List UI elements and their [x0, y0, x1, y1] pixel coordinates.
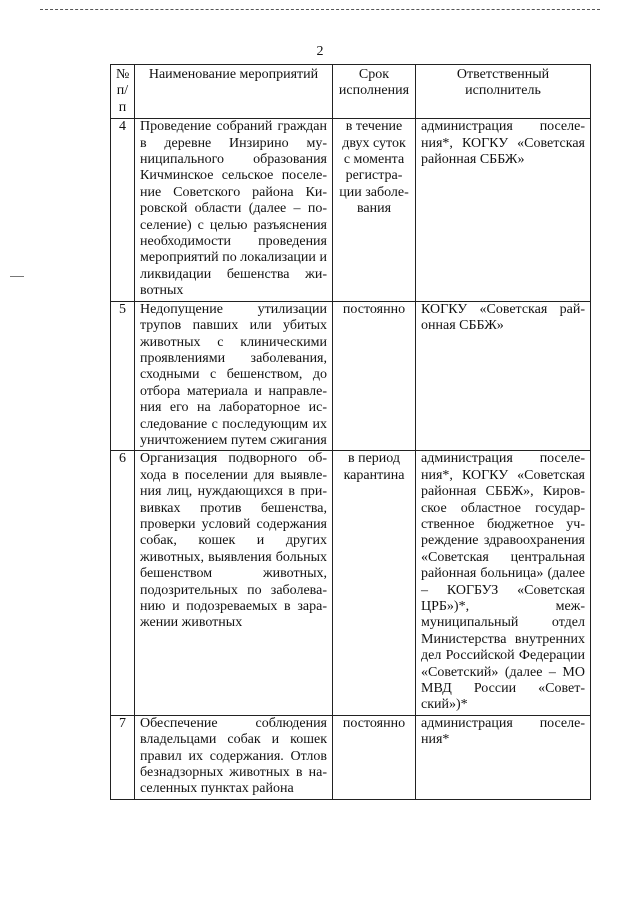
- row-number: 7: [111, 715, 135, 799]
- row-activity: Обеспечение соблюдения владельцами собак и кошек правил их содержания. Отлов безнадзорных животных в населенных пунктах района: [135, 715, 333, 799]
- row-term: постоянно: [333, 715, 416, 799]
- scan-top-border: [40, 9, 600, 10]
- header-term: Срок исполнения: [333, 65, 416, 119]
- row-number: 5: [111, 301, 135, 451]
- header-num-line2: п/п: [116, 83, 129, 115]
- row-activity: Проведение собраний граждан в деревне Инзирино муниципального образования Кичминское сельское поселение Советского района Кировской области (далее – поселение) с целью разъяснения необходимости проведения мероприятий по локализации и ликвидации бешенства животных: [135, 119, 333, 301]
- row-term: в период карантина: [333, 451, 416, 716]
- row-number: 6: [111, 451, 135, 716]
- header-num-line1: №: [116, 67, 130, 82]
- page-number: 2: [316, 44, 324, 59]
- row-responsible: администрация поселения*, КОГКУ «Советская районная СББЖ»: [416, 119, 591, 301]
- measures-table: [110, 64, 591, 800]
- header-num: [111, 65, 135, 119]
- row-activity: Организация подворного обхода в поселении для выявления лиц, нуждающихся в прививках против бешенства, проверки условий содержания собак, кошек и других животных, выявления больных бешенством животных, подозрительных по заболеванию и подозреваемых в заражении животных: [135, 451, 333, 716]
- table-header-row: [111, 65, 591, 119]
- row-term: в течение двух суток с момента регистрации заболевания: [333, 119, 416, 301]
- row-responsible: администрация поселения*, КОГКУ «Советская районная СББЖ», Кировское областное государственное бюджетное учреждение здравоохранения «Советская центральная районная больница» (далее – КОГБУЗ «Советская ЦРБ»)*, межмуниципальный отдел Министерства внутренних дел Российской Федерации «Советский» (далее – МО МВД России «Советский»)*: [416, 451, 591, 716]
- table-row: [111, 715, 591, 799]
- row-number: 4: [111, 119, 135, 301]
- header-responsible: Ответственный исполнитель: [416, 65, 591, 119]
- table-row: [111, 301, 591, 451]
- row-responsible: КОГКУ «Советская районная СББЖ»: [416, 301, 591, 451]
- scan-margin-mark: [10, 276, 24, 277]
- table-row: [111, 451, 591, 716]
- row-activity: Недопущение утилизации трупов павших или убитых животных с клиническими проявлениями заболевания, сходными с бешенством, до отбора материала и направления его на лабораторное исследование с последующим их уничтожением путем сжигания: [135, 301, 333, 451]
- header-activity: Наименование мероприятий: [135, 65, 333, 119]
- table-row: [111, 119, 591, 301]
- row-term: постоянно: [333, 301, 416, 451]
- row-responsible: администрация поселения*: [416, 715, 591, 799]
